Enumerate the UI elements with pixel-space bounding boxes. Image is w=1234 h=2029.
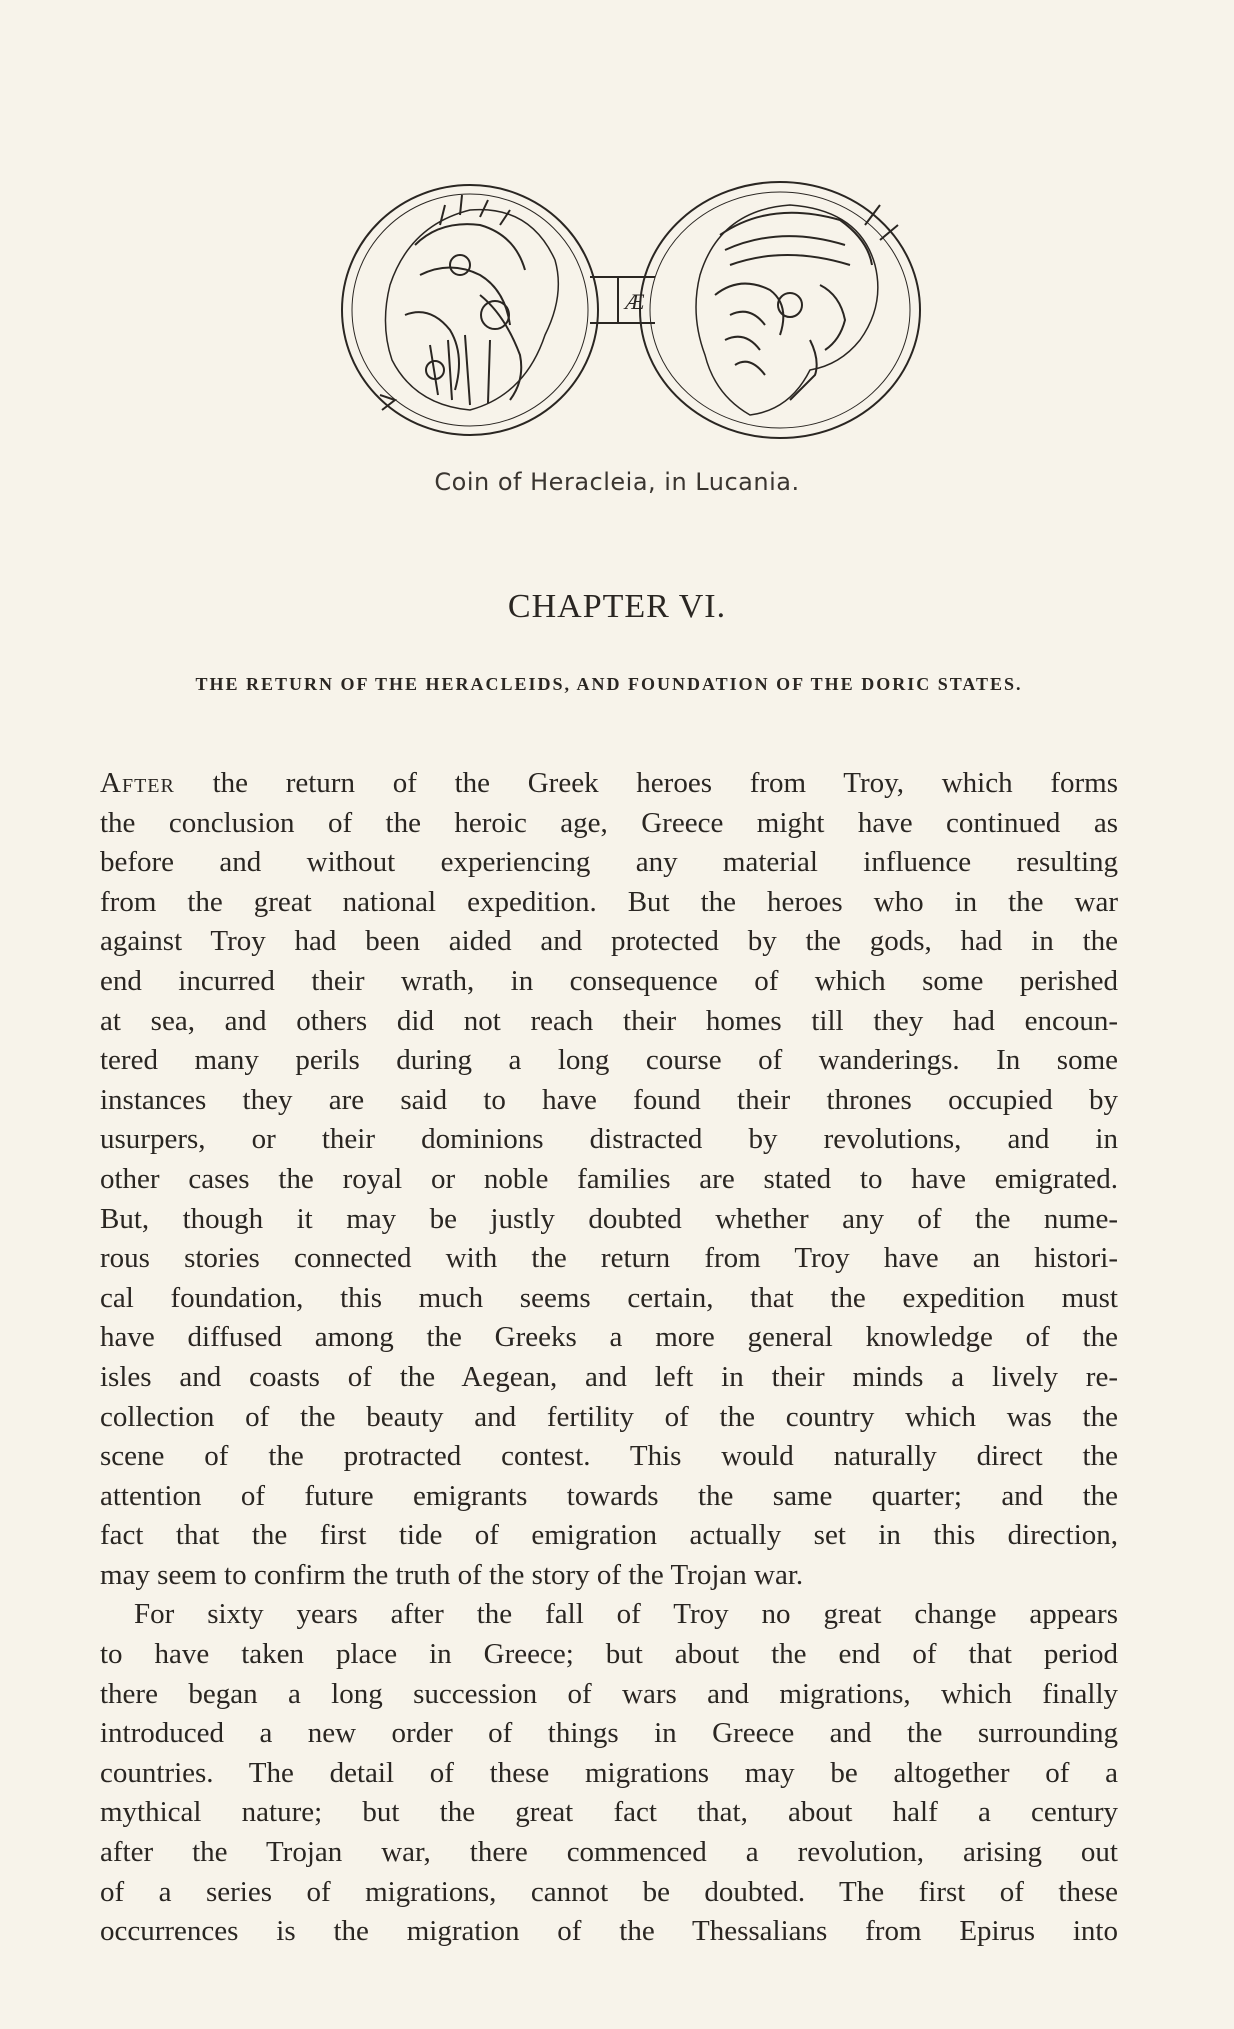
text-line: For sixty years after the fall of Troy no great change appears bbox=[134, 1598, 1118, 1631]
text-line: scene of the protracted contest. This would naturally direct the bbox=[100, 1440, 1118, 1473]
text-line: tered many perils during a long course of wanderings. In some bbox=[100, 1044, 1118, 1077]
text-line: After the return of the Greek heroes from Troy, which forms bbox=[100, 767, 1118, 799]
text-line: countries. The detail of these migrations may be altogether of a bbox=[100, 1756, 1118, 1789]
text-line: But, though it may be justly doubted whether any of the nume- bbox=[100, 1202, 1118, 1235]
text-line: after the Trojan war, there commenced a revolution, arising out bbox=[100, 1836, 1118, 1869]
text-line: from the great national expedition. But the heroes who in the war bbox=[100, 885, 1118, 918]
text-line: rous stories connected with the return from Troy have an histori- bbox=[100, 1242, 1118, 1275]
text-line: before and without experiencing any material influence resulting bbox=[100, 846, 1118, 879]
text-line: usurpers, or their dominions distracted by revolutions, and in bbox=[100, 1123, 1118, 1156]
chapter-subtitle: THE RETURN OF THE HERACLEIDS, AND FOUNDATION OF THE DORIC STATES. bbox=[195, 674, 1023, 694]
text-line: fact that the first tide of emigration actually set in this direction, bbox=[100, 1519, 1118, 1552]
coin-illustration bbox=[320, 165, 940, 455]
body-text bbox=[100, 764, 1118, 1952]
drop-word: After bbox=[100, 767, 175, 799]
text-line: occurrences is the migration of the Thessalians from Epirus into bbox=[100, 1915, 1118, 1948]
text-line: end incurred their wrath, in consequence of which some perished bbox=[100, 964, 1118, 997]
text-line: isles and coasts of the Aegean, and left in their minds a lively re- bbox=[100, 1360, 1118, 1393]
text-line: attention of future emigrants towards the same quarter; and the bbox=[100, 1479, 1118, 1512]
text-line: introduced a new order of things in Greece and the surrounding bbox=[100, 1717, 1118, 1750]
metal-legend: Æ bbox=[625, 289, 645, 314]
text-line: other cases the royal or noble families are stated to have emigrated. bbox=[100, 1162, 1118, 1195]
text-line: may seem to confirm the truth of the story of the Trojan war. bbox=[100, 1558, 804, 1591]
chapter-title: CHAPTER VI. bbox=[507, 588, 727, 625]
text-line: collection of the beauty and fertility of the country which was the bbox=[100, 1400, 1118, 1433]
figure-caption: Coin of Heracleia, in Lucania. bbox=[434, 468, 800, 496]
text-line: the conclusion of the heroic age, Greece might have continued as bbox=[100, 806, 1118, 839]
text-line: there began a long succession of wars and migrations, which finally bbox=[100, 1677, 1118, 1710]
text-line: have diffused among the Greeks a more general knowledge of the bbox=[100, 1321, 1118, 1354]
text-line: instances they are said to have found their thrones occupied by bbox=[100, 1083, 1118, 1116]
text-line: against Troy had been aided and protected by the gods, had in the bbox=[100, 925, 1118, 958]
text-line: at sea, and others did not reach their homes till they had encoun- bbox=[100, 1004, 1118, 1037]
text-line: to have taken place in Greece; but about the end of that period bbox=[100, 1638, 1118, 1671]
text-line: mythical nature; but the great fact that, about half a century bbox=[100, 1796, 1118, 1829]
text-line: cal foundation, this much seems certain, that the expedition must bbox=[100, 1281, 1118, 1314]
text-line: of a series of migrations, cannot be doubted. The first of these bbox=[100, 1875, 1118, 1908]
coin-engraving-icon bbox=[320, 165, 940, 455]
